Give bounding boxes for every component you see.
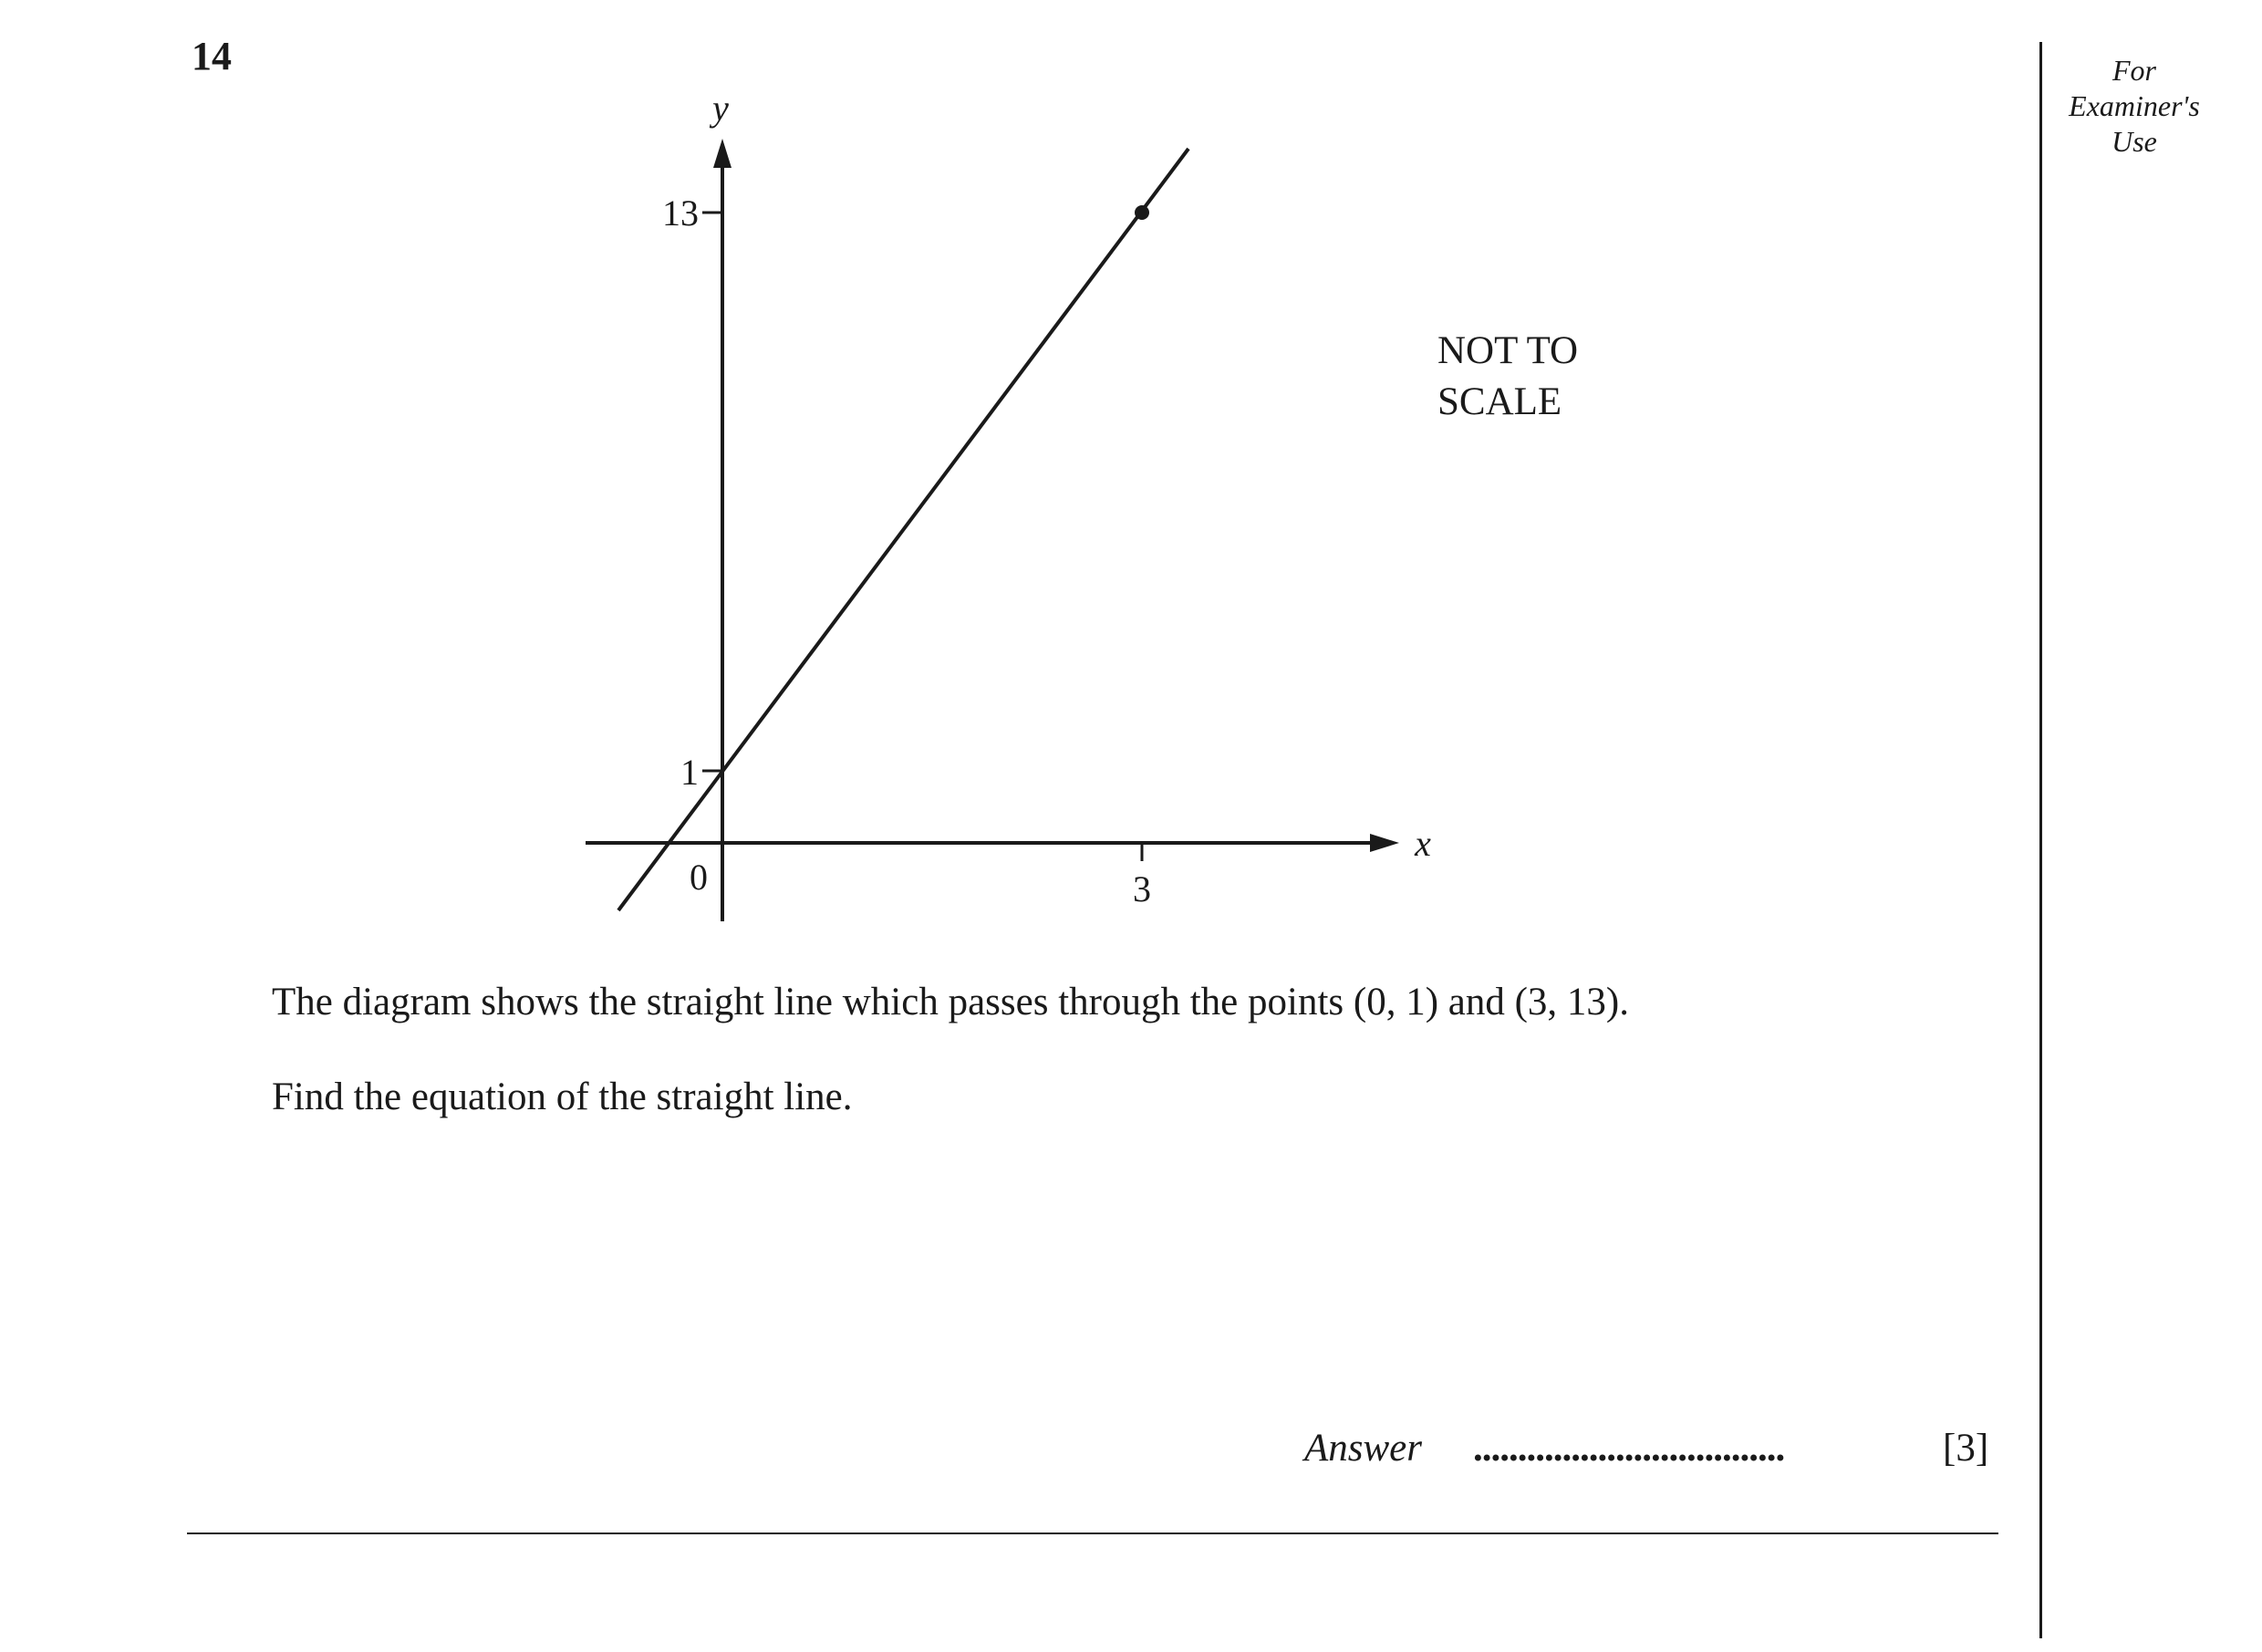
question-instruction: Find the equation of the straight line. — [272, 1075, 853, 1118]
answer-label: Answer — [1304, 1427, 1422, 1470]
examiner-label-line2: Examiner's — [2069, 89, 2200, 122]
question-statement: The diagram shows the straight line which passes through the points (0, 1) and (3, 13). — [272, 981, 1629, 1023]
question-number: 14 — [192, 34, 232, 78]
not-to-scale-line1: NOT TO — [1437, 329, 1579, 372]
x-axis-arrowhead — [1370, 834, 1399, 852]
bottom-divider — [187, 1533, 1998, 1534]
x-axis-label: x — [1415, 823, 1431, 864]
origin-label: 0 — [690, 857, 708, 898]
y-tick-1-label: 1 — [680, 752, 699, 793]
answer-line[interactable]: ................................... — [1473, 1427, 1785, 1470]
y-tick-13-label: 13 — [662, 192, 699, 234]
not-to-scale-line2: SCALE — [1437, 380, 1562, 423]
point-3-13 — [1135, 205, 1149, 220]
examiner-label-line1: For — [2112, 54, 2156, 87]
y-axis-arrowhead — [713, 139, 732, 168]
examiner-label-line3: Use — [2112, 125, 2157, 158]
marks-label: [3] — [1943, 1427, 1989, 1470]
y-axis-label: y — [712, 88, 729, 129]
straight-line — [618, 149, 1188, 910]
x-tick-3-label: 3 — [1133, 868, 1151, 909]
